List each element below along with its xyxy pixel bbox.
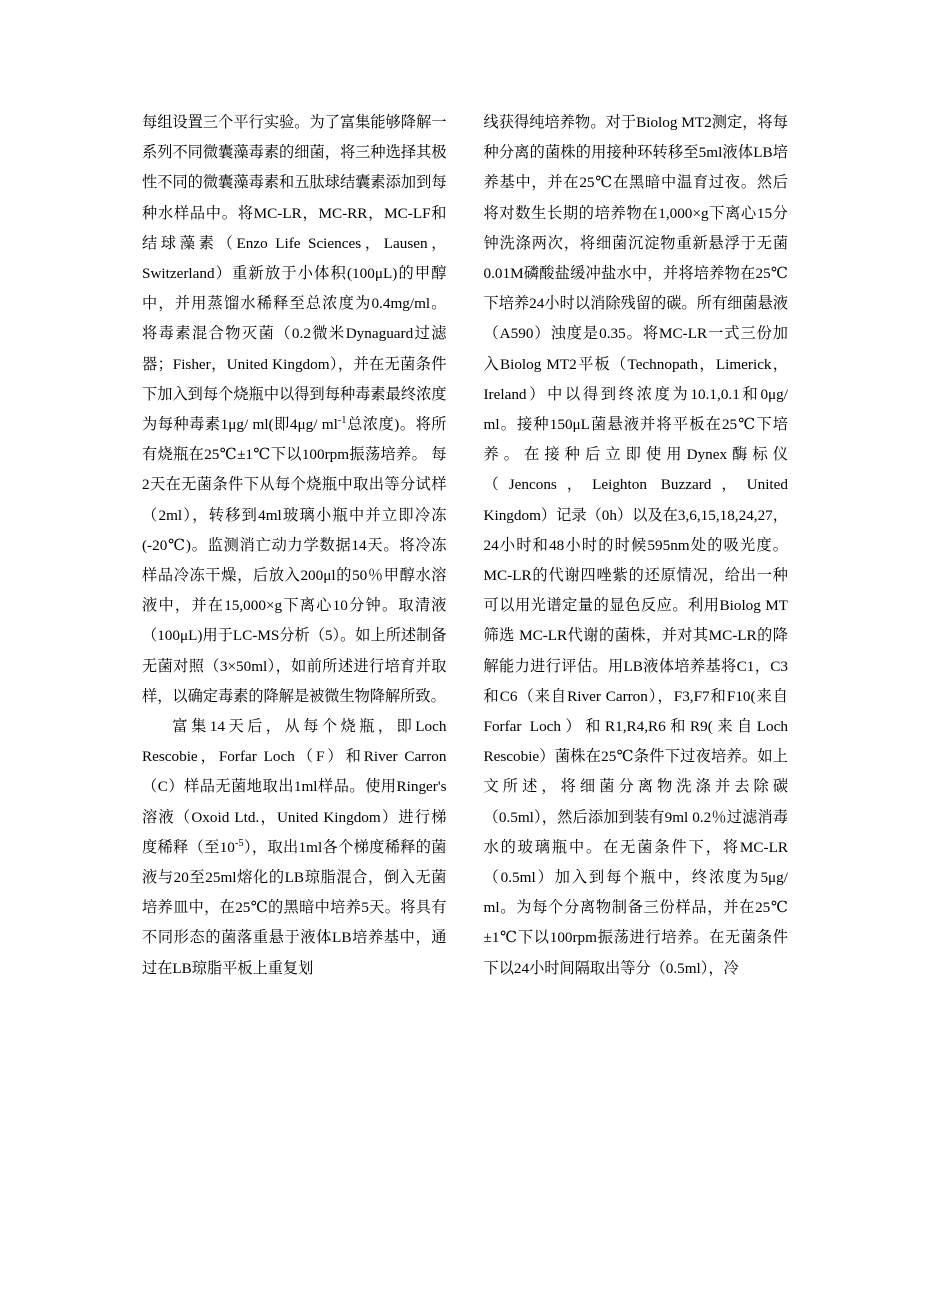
right-column [484,108,789,984]
paragraph: 线获得纯培养物。对于Biolog MT2测定，将每种分离的菌株的用接种环转移至5ml液体LB培养基中，并在25℃在黑暗中温育过夜。然后将对数生长期的培养物在1,000×g下离心15分钟洗涤两次，将细菌沉淀物重新悬浮于无菌0.01M磷酸盐缓冲盐水中，并将培养物在25℃下培养24小时以消除残留的碳。所有细菌悬液（A590）浊度是0.35。将MC-LR一式三份加入Biolog MT2平板（Technopath，Limerick，Ireland）中以得到终浓度为10.1,0.1和0μg/ ml。接种150μL菌悬液并将平板在25℃下培养。在接种后立即使用Dynex酶标仪（Jencons，Leighton Buzzard，United Kingdom）记录（0h）以及在3,6,15,18,24,27，24小时和48小时的时候595nm处的吸光度。MC-LR的代谢四唑紫的还原情况，给出一种可以用光谱定量的显色反应。利用Biolog MT筛选 MC-LR代谢的菌株，并对其MC-LR的降解能力进行评估。用LB液体培养基将C1，C3和C6（来自River Carron），F3,F7和F10(来自Forfar Loch）和R1,R4,R6和R9(来自Loch Rescobie）菌株在25℃条件下过夜培养。如上文所述，将细菌分离物洗涤并去除碳（0.5ml），然后添加到装有9ml 0.2％过滤消毒水的玻璃瓶中。在无菌条件下，将MC-LR（0.5ml）加入到每个瓶中，终浓度为5μg/ ml。为每个分离物制备三份样品，并在25℃±1℃下以100rpm振荡进行培养。在无菌条件下以24小时间隔取出等分（0.5ml），冷 [483,114,788,977]
left-column [142,108,447,984]
two-column-body [142,108,788,984]
paragraph: 每组设置三个平行实验。为了富集能够降解一系列不同微囊藻毒素的细菌，将三种选择其极性不同的微囊藻毒素和五肽球结囊素添加到每种水样品中。将MC-LR，MC-RR，MC-LF和结球藻素（Enzo Life Sciences，Lausen，Switzerland）重新放于小体积(100μL)的甲醇中，并用蒸馏水稀释至总浓度为0.4mg/ml。 将毒素混合物灭菌（0.2微米Dynaguard过滤器；Fisher，United Kingdom），并在无菌条件下加入到每个烧瓶中以得到每种毒素最终浓度为每种毒素1μg/ ml(即4μg/ $ml^{-1}$总浓度)。将所有烧瓶在25℃±1℃下以100rpm振荡培养。 每2天在无菌条件下从每个烧瓶中取出等分试样（2ml），转移到4ml玻璃小瓶中并立即冷冻(-20℃)。监测消亡动力学数据14天。将冷冻样品冷冻干燥，后放入200μl的50％甲醇水溶液中，并在15,000×g下离心10分钟。取清液（100μL)用于LC-MS分析（5）。如上所述制备无菌对照（3×50ml），如前所述进行培育并取样，以确定毒素的降解是被微生物降解所致。 [142,114,447,705]
paragraph: 富集14天后，从每个烧瓶，即Loch Rescobie，Forfar Loch（F）和River Carron（C）样品无菌地取出1ml样品。使用Ringer's溶液（Oxoid Ltd.，United Kingdom）进行梯度稀释（至$10^{-5}$），取出1ml各个梯度稀释的菌液与20至25ml熔化的LB琼脂混合，倒入无菌培养皿中，在25℃的黑暗中培养5天。将具有不同形态的菌落重悬于液体LB培养基中，通过在LB琼脂平板上重复划 [142,718,447,977]
